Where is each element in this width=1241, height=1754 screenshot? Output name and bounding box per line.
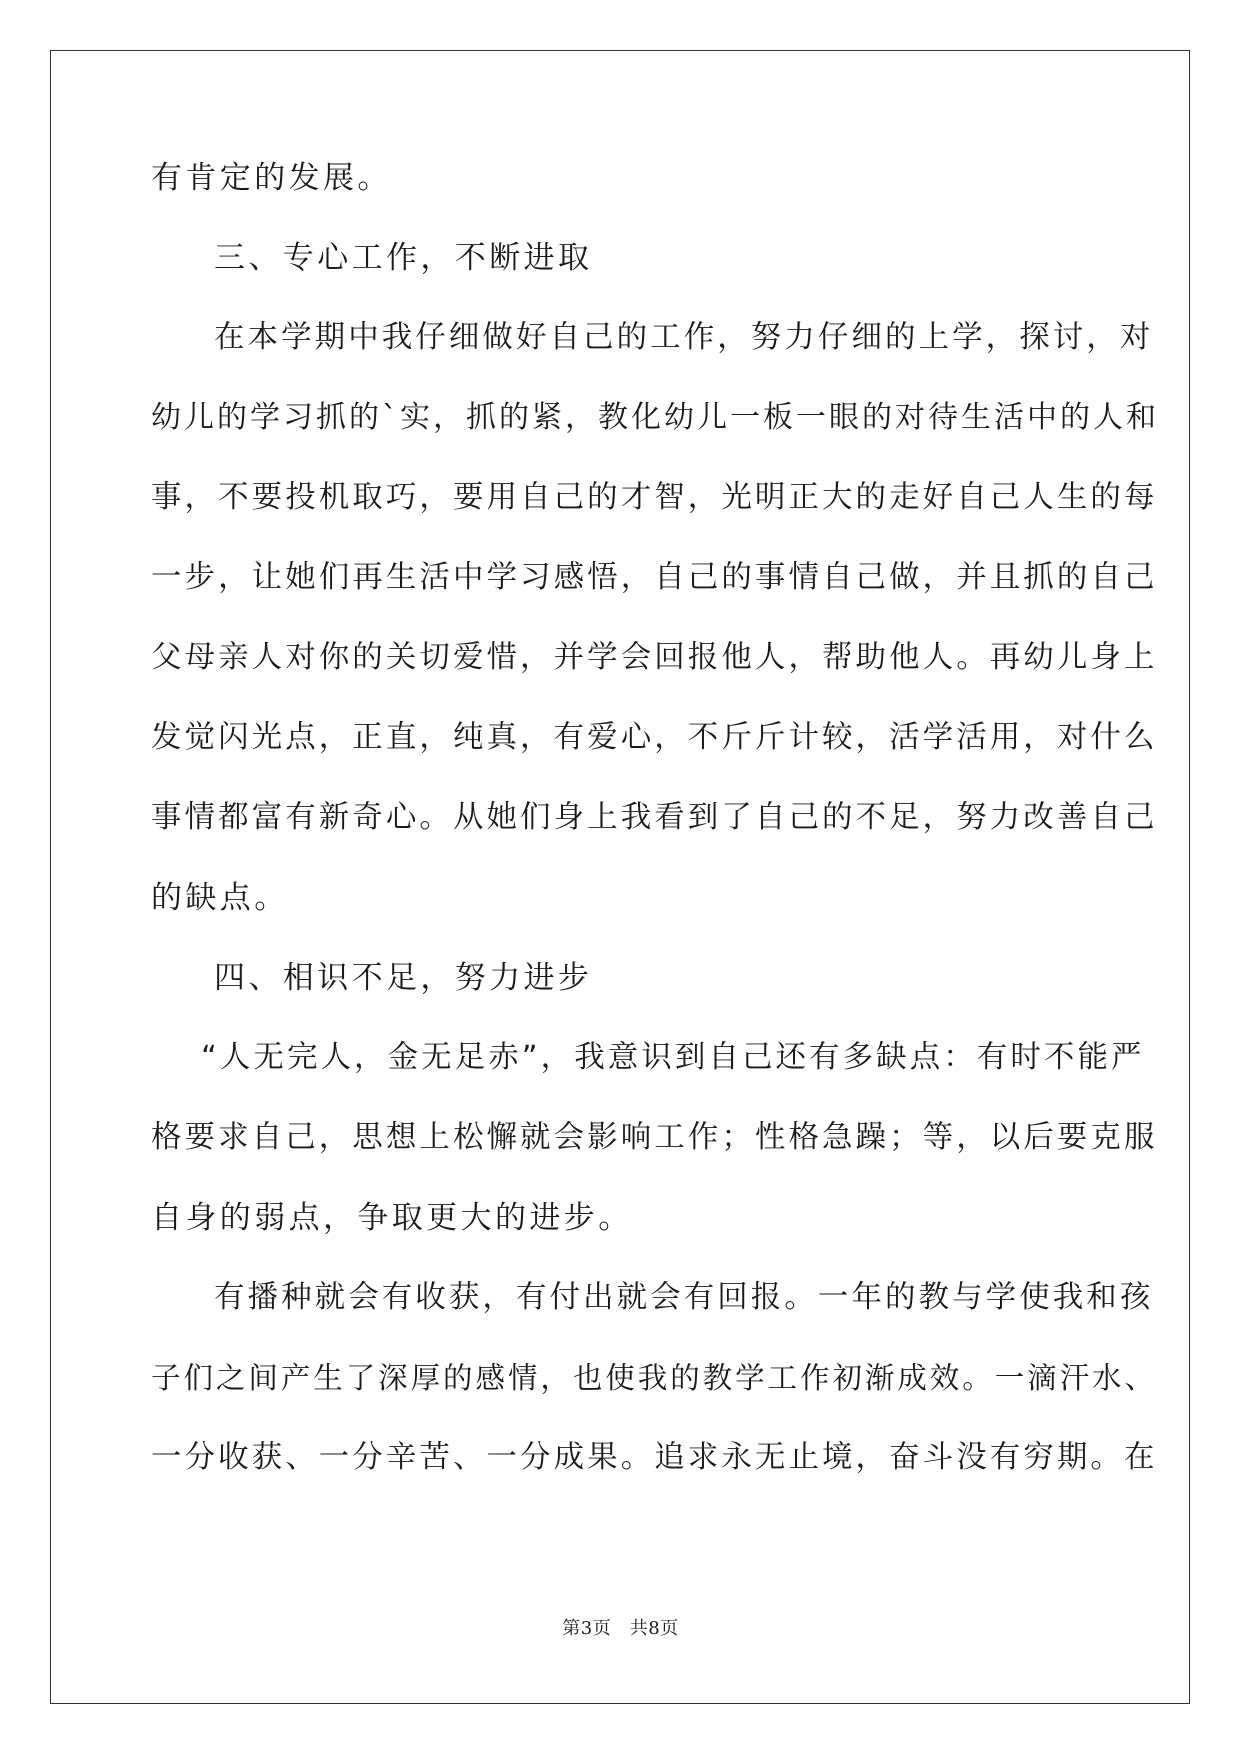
text-line: 事，不要投机取巧，要用自己的才智，光明正大的走好自己人生的每 <box>151 480 1158 515</box>
text-line: 发觉闪光点，正直，纯真，有爱心，不斤斤计较，活学活用，对什么 <box>151 720 1158 755</box>
text-line: 有播种就会有收获，有付出就会有回报。一年的教与学使我和孩 <box>214 1280 1154 1315</box>
text-line: 的缺点。 <box>151 880 289 916</box>
text-line: 一分收获、一分辛苦、一分成果。追求永无止境，奋斗没有穷期。在 <box>151 1440 1158 1475</box>
text-line: 父母亲人对你的关切爱惜，并学会回报他人，帮助他人。再幼儿身上 <box>151 640 1158 675</box>
text-line: 幼儿的学习抓的`实，抓的紧，教化幼儿一板一眼的对待生活中的人和 <box>151 400 1159 435</box>
text-line: 在本学期中我仔细做好自己的工作，努力仔细的上学，探讨，对 <box>214 320 1154 355</box>
text-line: “人无完人，金无足赤”，我意识到自己还有多缺点：有时不能严 <box>201 1040 1145 1075</box>
section-heading: 四、相识不足，努力进步 <box>214 960 593 996</box>
page-number-footer: 第3页 共8页 <box>562 1618 679 1639</box>
text-line: 子们之间产生了深厚的感情，也使我的教学工作初渐成效。一滴汗水、 <box>151 1361 1157 1395</box>
text-line: 事情都富有新奇心。从她们身上我看到了自己的不足，努力改善自己 <box>151 800 1158 835</box>
section-heading: 三、专心工作，不断进取 <box>214 240 593 276</box>
text-line: 一步，让她们再生活中学习感悟，自己的事情自己做，并且抓的自己 <box>151 560 1158 595</box>
text-line: 有肯定的发展。 <box>151 160 392 196</box>
text-line: 自身的弱点，争取更大的进步。 <box>151 1200 633 1236</box>
text-line: 格要求自己，思想上松懈就会影响工作；性格急躁；等，以后要克服 <box>151 1120 1158 1155</box>
